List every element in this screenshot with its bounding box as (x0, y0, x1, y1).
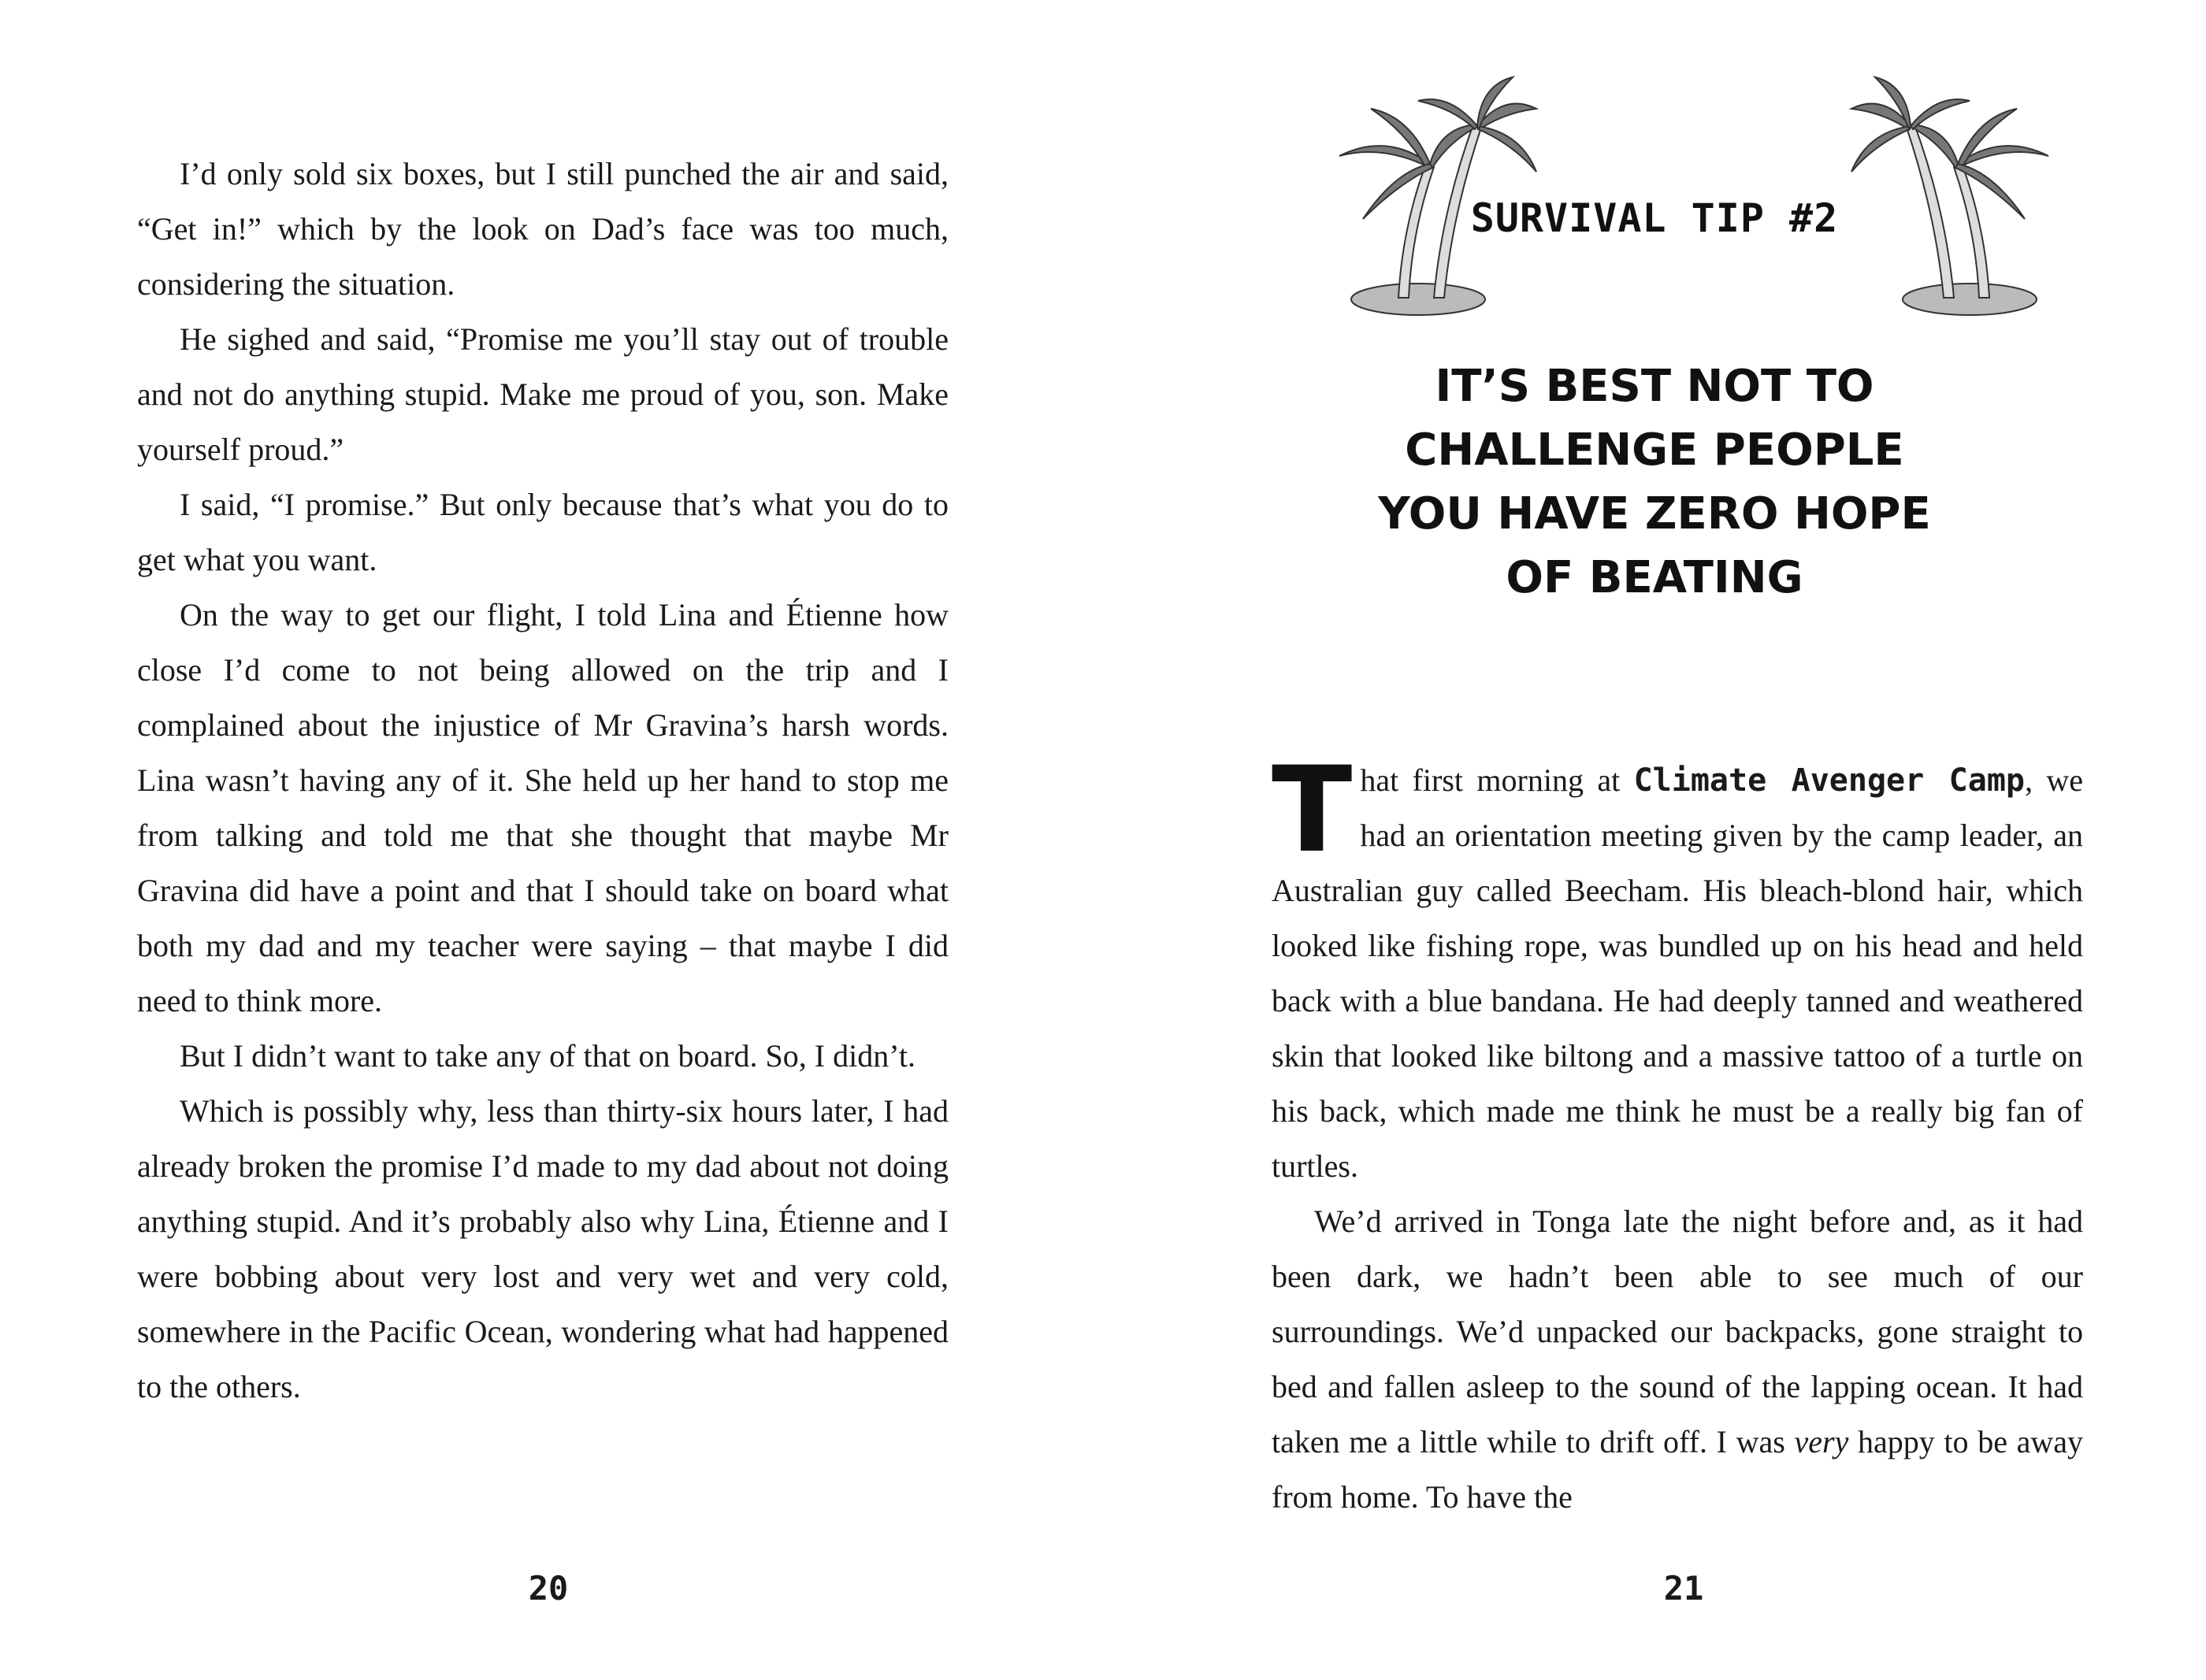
paragraph: But I didn’t want to take any of that on board. So, I didn’t. (180, 1038, 915, 1074)
palm-trees-icon (1828, 69, 2064, 321)
chapter-title-line: IT’S BEST NOT TO (1435, 361, 1874, 412)
paragraph: I’d only sold six boxes, but I still punched the air and said, “Get in!” which by the look on Dad’s face was too much, considering the situation. (137, 156, 949, 302)
chapter-title-line: YOU HAVE ZERO HOPE (1378, 488, 1931, 540)
emphasis-text: very (1794, 1424, 1849, 1459)
page-number-right: 21 (1663, 1569, 1704, 1608)
chapter-title (1300, 354, 2009, 610)
paragraph-text: hat first morning at (1360, 762, 1634, 798)
right-page-body (1272, 742, 2084, 1525)
paragraph-text: , we had an orientation meeting given by the camp leader, an Australian guy called Beecham. His bleach-blond hair, which looked like fishing rope, was bundled up on his head and held back with a blue bandana. He had deeply tanned and weathered skin that looked like biltong and a massive tattoo of a turtle on his back, which made me think he must be a really big fan of turtles. (1272, 762, 2084, 1184)
chapter-title-line: OF BEATING (1506, 552, 1803, 603)
page-number-left: 20 (528, 1569, 569, 1608)
drop-cap: T (1272, 742, 1353, 879)
paragraph: I said, “I promise.” But only because that’s what you do to get what you want. (137, 487, 949, 577)
chapter-title-line: CHALLENGE PEOPLE (1405, 425, 1904, 476)
left-page-body (137, 146, 949, 1415)
paragraph-text: We’d arrived in Tonga late the night before and, as it had been dark, we hadn’t been able to see much of our surroundings. We’d unpacked our backpacks, gone straight to bed and fallen asleep to the sound of the lapping ocean. It had taken me a little while to drift off. I was (1272, 1203, 2083, 1459)
opening-paragraph (1272, 742, 2084, 1194)
paragraph: He sighed and said, “Promise me you’ll stay out of trouble and not do anything stupid. Make me proud of you, son. Make yourself proud.” (137, 321, 949, 467)
right-page (1103, 0, 2206, 1680)
paragraph: Which is possibly why, less than thirty-six hours later, I had already broken the promise I’d made to my dad about not doing anything stupid. And it’s probably also why Lina, Étienne and I were bobbing about very lost and very wet and very cold, somewhere in the Pacific Ocean, wondering what had happened to the others. (137, 1093, 949, 1404)
survival-tip-heading: SURVIVAL TIP #2 (1470, 195, 1839, 241)
camp-name: Climate Avenger Camp (1633, 762, 2025, 799)
paragraph: On the way to get our flight, I told Lina and Étienne how close I’d come to not being allowed on the trip and I complained about the injustice of Mr Gravina’s harsh words. Lina wasn’t having any of it. She held up her hand to stop me from talking and told me that she thought that maybe Mr Gravina did have a point and that I should take on board what both my dad and my teacher were saying – that maybe I did need to think more. (137, 597, 949, 1018)
paragraph-text: happy to be away from home. To have the (1272, 1424, 2083, 1515)
paragraph (1272, 1194, 2083, 1525)
